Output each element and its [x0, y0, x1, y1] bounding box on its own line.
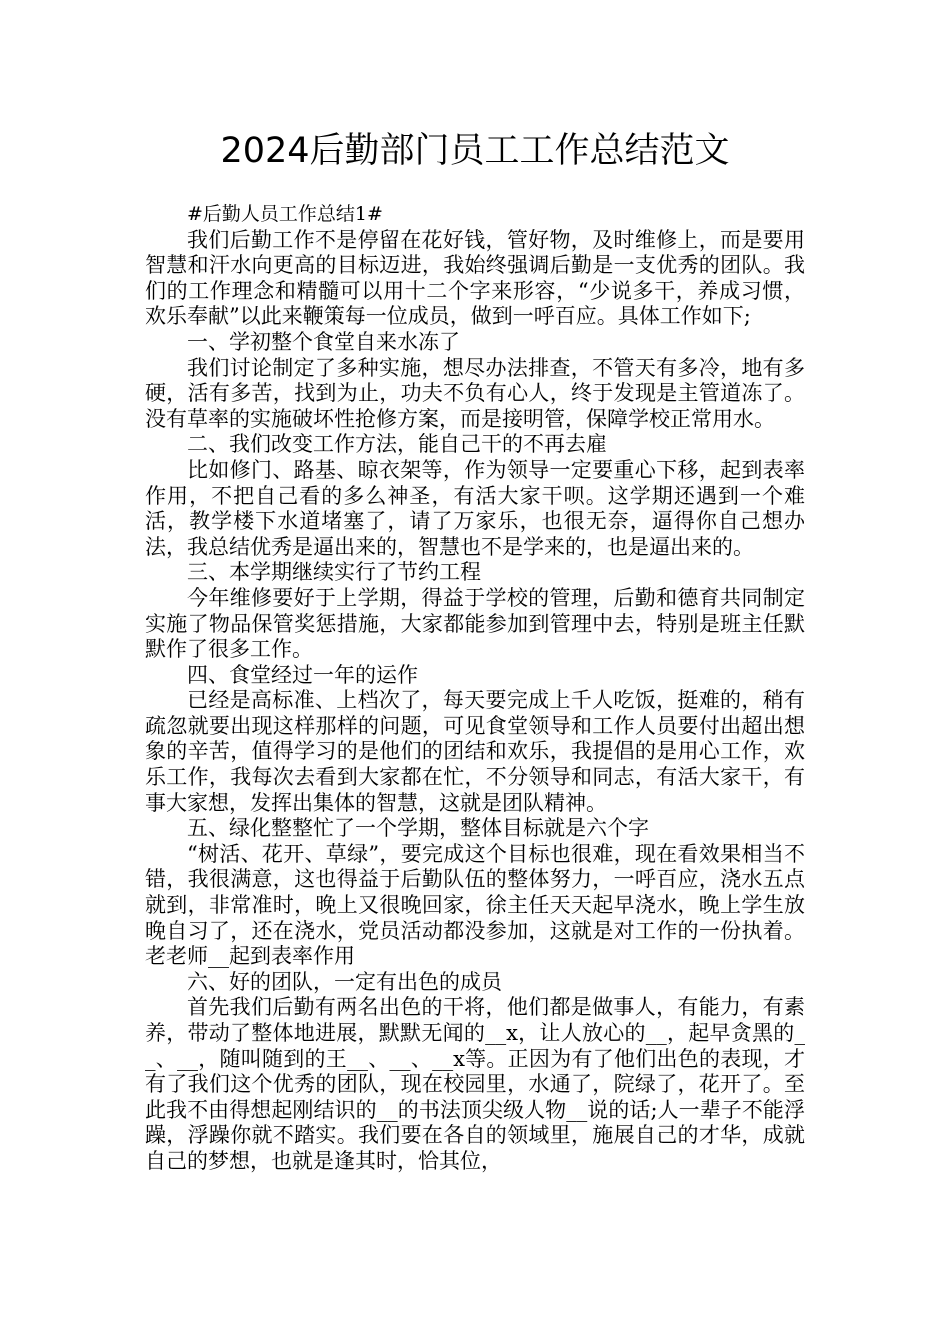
section-heading-2: 二、我们改变工作方法，能自己干的不再去雇: [187, 432, 607, 457]
section-heading-5: 五、绿化整整忙了一个学期，整体目标就是六个字: [187, 816, 649, 841]
intro-paragraph: 我们后勤工作不是停留在花好钱，管好物，及时维修上，而是要用智慧和汗水向更高的目标迈进，我始终强调后勤是一支优秀的团队。我们的工作理念和精髓可以用十二个字来形容，“少说多干，养成习惯，欢乐奉献”以此来鞭策每一位成员，做到一呼百应。具体工作如下;: [145, 227, 805, 329]
section-body-6: 首先我们后勤有两名出色的干将，他们都是做事人，有能力，有素养，带动了整体地进展，默默无闻的__x，让人放心的__，起早贪黑的__、__，随叫随到的王__、__、__x等。正因为有了他们出色的表现，才有了我们这个优秀的团队，现在校园里，水通了，院绿了，花开了。至此我不由得想起刚结识的__的书法顶尖级人物__说的话;人一辈子不能浮躁，浮躁你就不踏实。我们要在各自的领域里，施展自己的才华，成就自己的梦想，也就是逢其时，恰其位，: [145, 995, 805, 1173]
section-marker: #后勤人员工作总结1#: [187, 203, 383, 225]
section-body-1: 我们讨论制定了多种实施，想尽办法排查，不管天有多冷，地有多硬，活有多苦，找到为止，功夫不负有心人，终于发现是主管道冻了。没有草率的实施破坏性抢修方案，而是接明管，保障学校正常用水。: [145, 355, 805, 431]
section-heading-6: 六、好的团队，一定有出色的成员: [187, 969, 502, 994]
section-heading-4: 四、食堂经过一年的运作: [187, 662, 418, 687]
section-body-5: “树活、花开、草绿”，要完成这个目标也很难，现在看效果相当不错，我很满意，这也得益于后勤队伍的整体努力，一呼百应，浇水五点就到，非常准时，晚上又很晚回家，徐主任天天起早浇水，晚上学生放晚自习了，还在浇水，党员活动都没参加，这就是对工作的一份执着。老老师__起到表率作用: [145, 841, 805, 969]
section-heading-3: 三、本学期继续实行了节约工程: [187, 560, 481, 585]
section-heading-1: 一、学初整个食堂自来水冻了: [187, 329, 460, 354]
section-body-3: 今年维修要好于上学期，得益于学校的管理，后勤和德育共同制定实施了物品保管奖惩措施，大家都能参加到管理中去，特别是班主任默默作了很多工作。: [145, 585, 805, 662]
section-body-4: 已经是高标准、上档次了，每天要完成上千人吃饭，挺难的，稍有疏忽就要出现这样那样的问题，可见食堂领导和工作人员要付出超出想象的辛苦，值得学习的是他们的团结和欢乐，我提倡的是用心工作，欢乐工作，我每次去看到大家都在忙，不分领导和同志，有活大家干，有事大家想，发挥出集体的智慧，这就是团队精神。: [145, 688, 805, 815]
document-body: [145, 202, 805, 1175]
section-body-2: 比如修门、路基、晾衣架等，作为领导一定要重心下移，起到表率作用，不把自己看的多么神圣，有活大家干呗。这学期还遇到一个难活，教学楼下水道堵塞了，请了万家乐，也很无奈，逼得你自己想办法，我总结优秀是逼出来的，智慧也不是学来的，也是逼出来的。: [145, 457, 805, 559]
document-title: 2024后勤部门员工工作总结范文: [220, 131, 730, 171]
